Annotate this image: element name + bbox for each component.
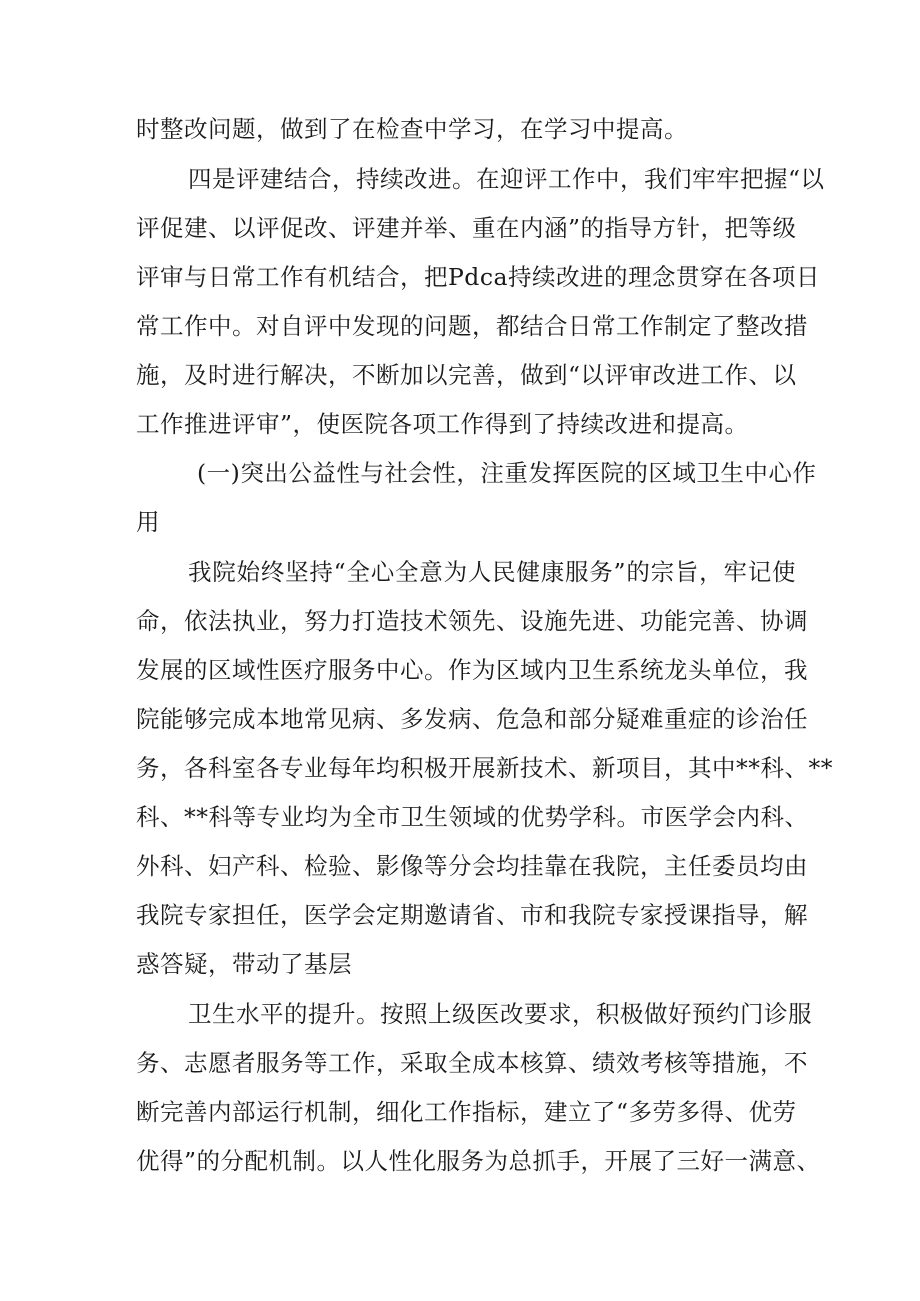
text-line-13: 院能够完成本地常见病、多发病、危急和部分疑难重症的诊治任 (136, 705, 808, 733)
text-line-15: 科、**科等专业均为全市卫生领域的优势学科。市医学会内科、 (136, 803, 809, 831)
text-line-14: 务，各科室各专业每年均积极开展新技术、新项目，其中**科、** (136, 754, 833, 782)
section-heading-line-2: 用 (136, 508, 160, 536)
text-line-18: 惑答疑，带动了基层 (136, 950, 352, 978)
text-line-1: 时整改问题，做到了在检查中学习，在学习中提高。 (136, 115, 688, 143)
text-line-22: 优得”的分配机制。以人性化服务为总抓手，开展了三好一满意、 (136, 1147, 821, 1175)
text-line-20: 务、志愿者服务等工作，采取全成本核算、绩效考核等措施，不 (136, 1049, 808, 1077)
text-line-10: 我院始终坚持“全心全意为人民健康服务”的宗旨，牢记使 (188, 558, 796, 586)
text-line-12: 发展的区域性医疗服务中心。作为区域内卫生系统龙头单位，我 (136, 656, 808, 684)
text-line-5: 常工作中。对自评中发现的问题，都结合日常工作制定了整改措 (136, 312, 808, 340)
text-line-6: 施，及时进行解决，不断加以完善，做到“以评审改进工作、以 (136, 361, 797, 389)
text-line-2: 四是评建结合，持续改进。在迎评工作中，我们牢牢把握“以 (188, 165, 825, 193)
text-line-4: 评审与日常工作有机结合，把Pdca持续改进的理念贯穿在各项日 (136, 263, 821, 291)
text-line-19: 卫生水平的提升。按照上级医改要求，积极做好预约门诊服 (188, 1000, 812, 1028)
text-line-11: 命，依法执业，努力打造技术领先、设施先进、功能完善、协调 (136, 607, 808, 635)
text-line-7: 工作推进评审”，使医院各项工作得到了持续改进和提高。 (136, 410, 749, 438)
text-line-3: 评促建、以评促改、评建并举、重在内涵”的指导方针，把等级 (136, 214, 797, 242)
text-line-16: 外科、妇产科、检验、影像等分会均挂靠在我院，主任委员均由 (136, 852, 808, 880)
text-line-17: 我院专家担任，医学会定期邀请省、市和我院专家授课指导，解 (136, 901, 808, 929)
section-heading-line-1: (一)突出公益性与社会性，注重发挥医院的区域卫生中心作 (197, 459, 817, 487)
text-line-21: 断完善内部运行机制，细化工作指标，建立了“多劳多得、优劳 (136, 1098, 797, 1126)
